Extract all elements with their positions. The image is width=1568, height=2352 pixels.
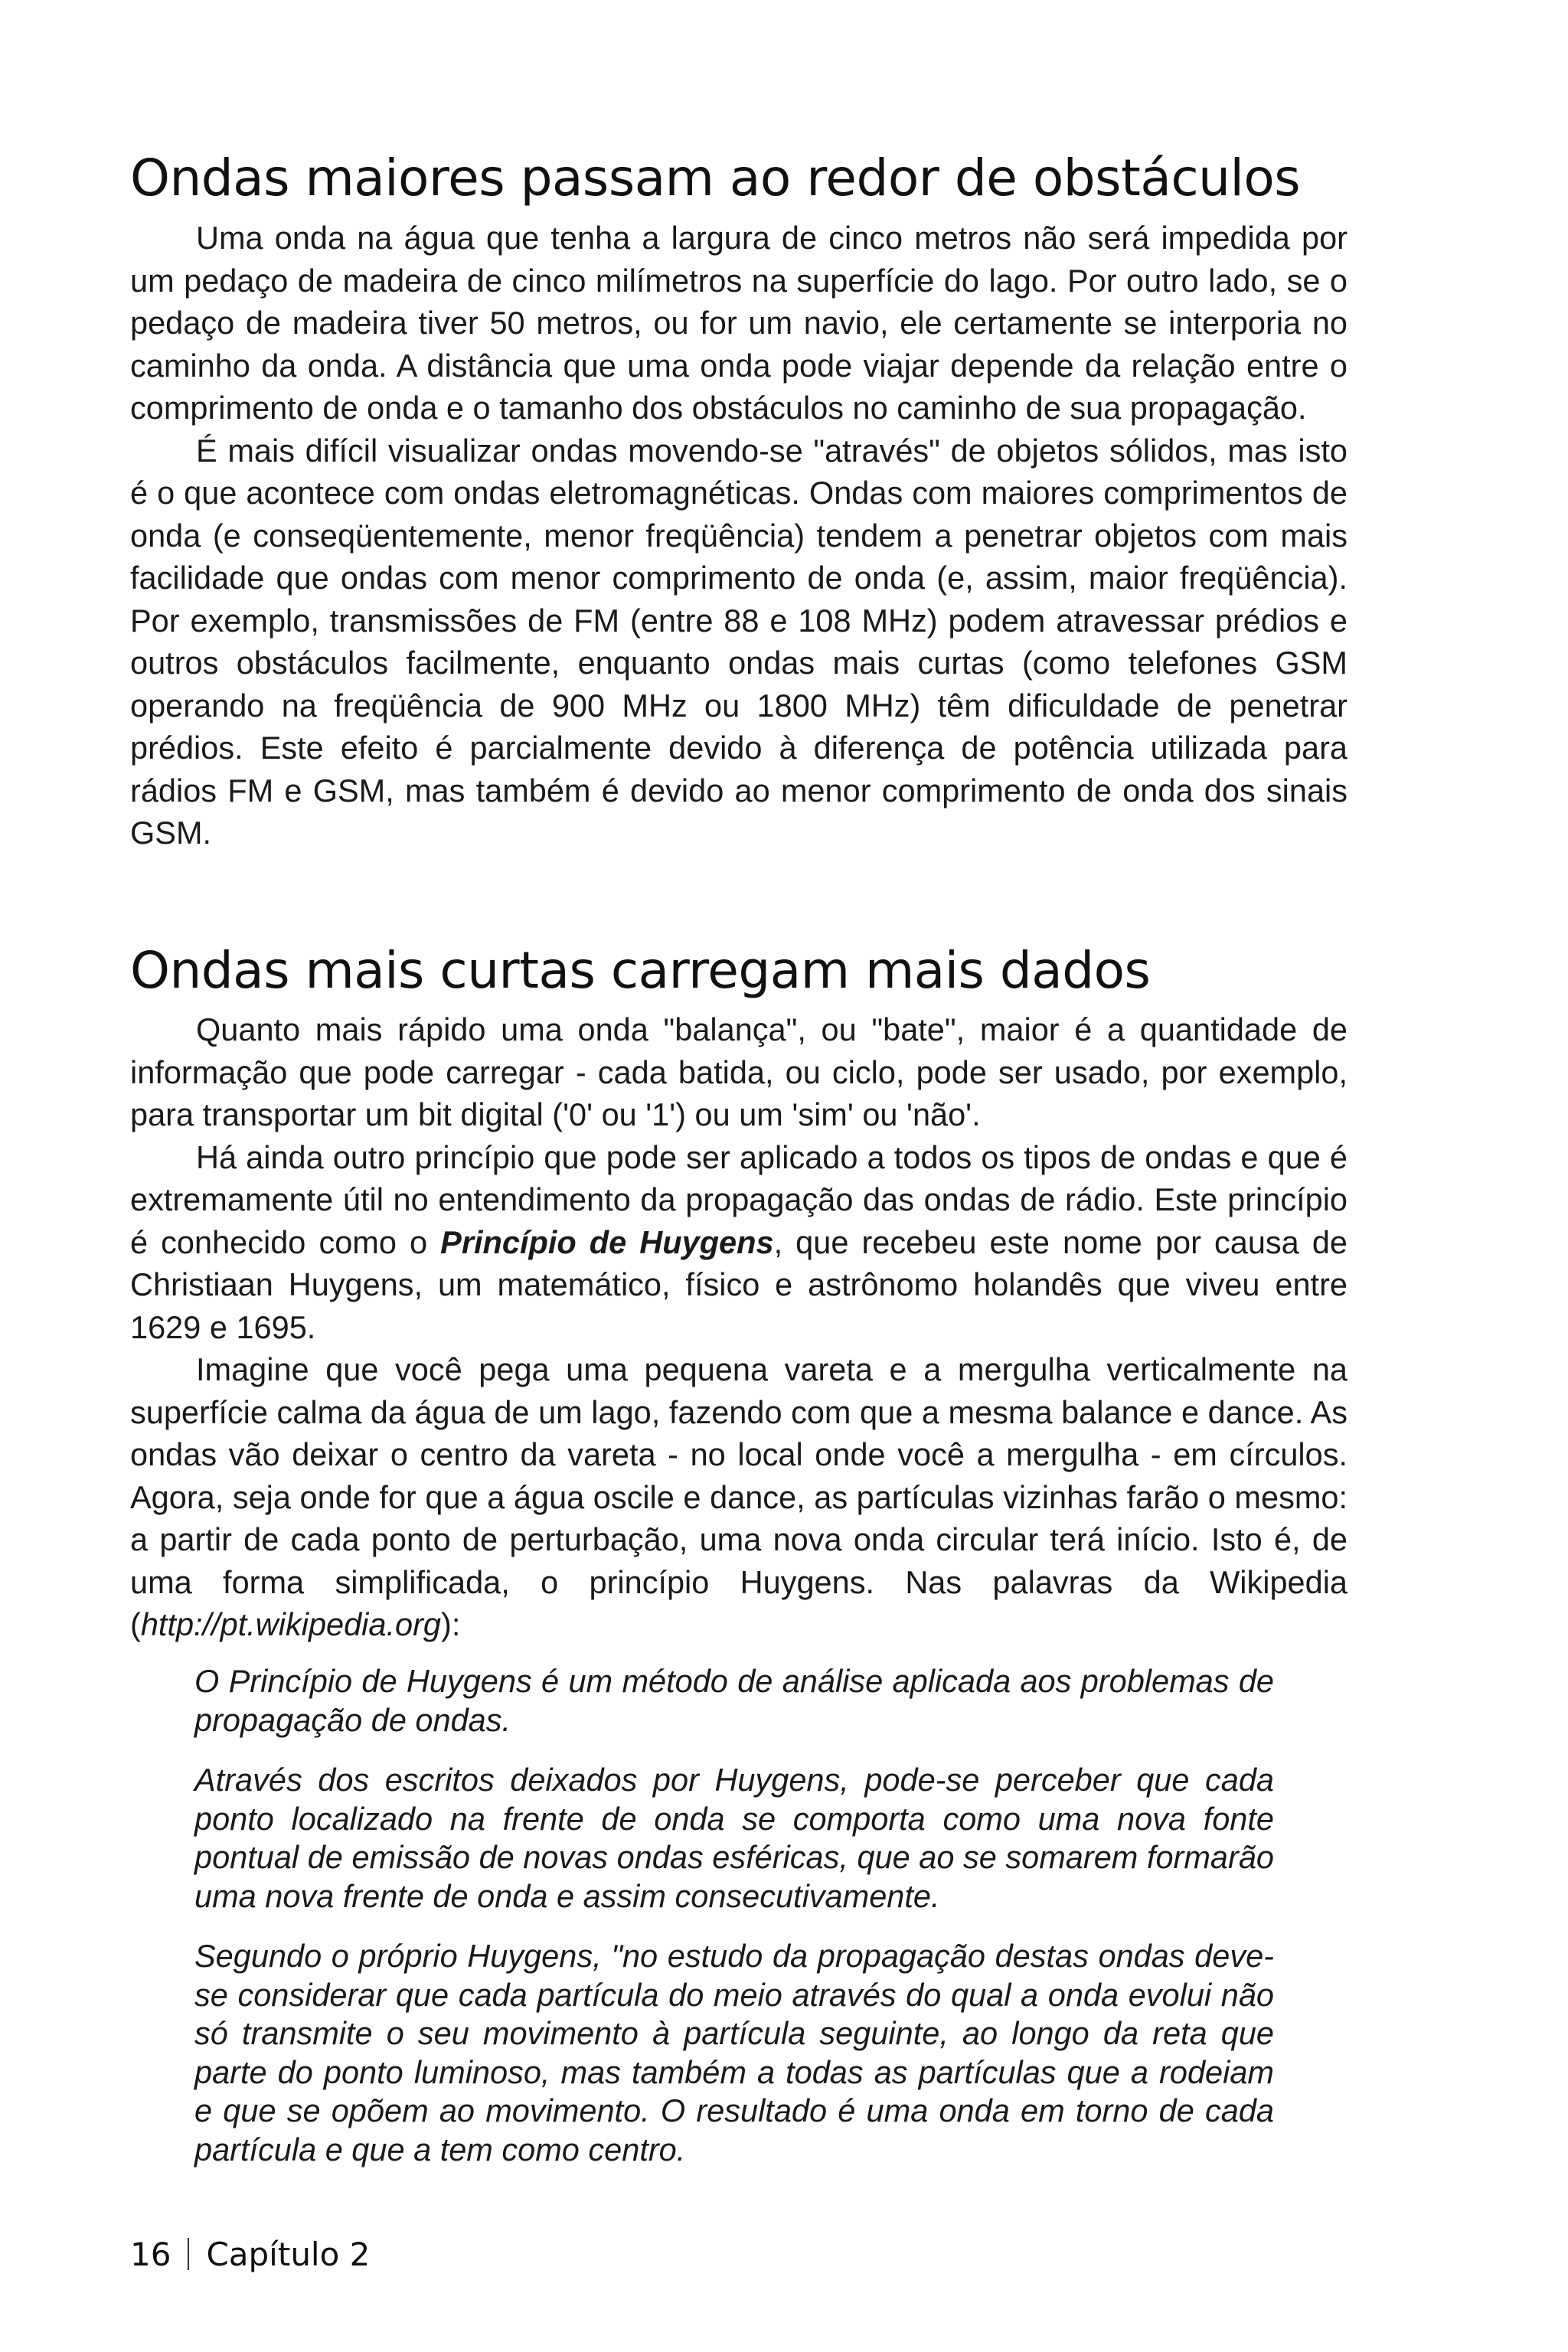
- footer-divider: [188, 2238, 189, 2270]
- text-span: , que recebeu este nome por causa de Christiaan Huygens, um matemático, físico e astrônomo holandês que viveu entre 1629 e 1695.: [130, 1223, 1348, 1345]
- paragraph: É mais difícil visualizar ondas movendo-se "através" de objetos sólidos, mas isto é o que acontece com ondas eletromagnéticas. Ondas com maiores comprimentos de onda (e conseqüentemente, menor freqüência) tendem a penetrar objetos com mais facilidade que ondas com menor comprimento de onda (e, assim, maior freqüência). Por exemplo, transmissões de FM (entre 88 e 108 MHz) podem atravessar prédios e outros obstáculos facilmente, enquanto ondas mais curtas (como telefones GSM operando na freqüência de 900 MHz ou 1800 MHz) têm dificuldade de penetrar prédios. Este efeito é parcialmente devido à diferença de potência utilizada para rádios FM e GSM, mas também é devido ao menor comprimento de onda dos sinais GSM.: [130, 432, 1348, 851]
- quote-paragraph: Através dos escritos deixados por Huygens, pode-se perceber que cada ponto localizado na frente de onda se comporta como uma nova fonte pontual de emissão de novas ondas esféricas, que ao se somarem formarão uma nova frente de onda e assim consecutivamente.: [194, 1762, 1274, 1914]
- section-body-obstacles: [130, 217, 1348, 854]
- quote-paragraph: O Princípio de Huygens é um método de análise aplicada aos problemas de propagação de ondas.: [194, 1663, 1274, 1738]
- paragraph: Quanto mais rápido uma onda "balança", ou "bate", maior é a quantidade de informação que pode carregar - cada batida, ou ciclo, pode ser usado, por exemplo, para transportar um bit digital ('0' ou '1') ou um 'sim' ou 'não'.: [130, 1011, 1348, 1132]
- paragraph: [130, 1136, 1348, 1349]
- quote-paragraph: Segundo o próprio Huygens, "no estudo da propagação destas ondas deve-se considerar que cada partícula do meio através do qual a onda evolui não só transmite o seu movimento à partícula seguinte, ao longo da reta que parte do ponto luminoso, mas também a todas as partículas que a rodeiam e que se opõem ao movimento. O resultado é uma onda em torno de cada partícula e que a tem como centro.: [194, 1938, 1274, 2167]
- emphasis-huygens-principle: Princípio de Huygens: [440, 1223, 774, 1260]
- page-footer: [130, 2236, 370, 2273]
- section-heading-data: Ondas mais curtas carregam mais dados: [130, 941, 1151, 1000]
- text-span: ):: [441, 1606, 461, 1642]
- text-span: Imagine que você pega uma pequena vareta e a mergulha verticalmente na superfície calma da água de um lago, fazendo com que a mesma balance e dance. As ondas vão deixar o centro da vareta - no local onde você a mergulha - em círculos. Agora, seja onde for que a água oscile e dance, as partículas vizinhas farão o mesmo: a partir de cada ponto de perturbação, uma nova onda circular terá início. Isto é, de uma forma simplificada, o princípio Huygens. Nas palavras da Wikipedia (: [130, 1351, 1348, 1642]
- wikipedia-link-text: http://pt.wikipedia.org: [140, 1606, 441, 1642]
- section-heading-obstacles: Ondas maiores passam ao redor de obstáculos: [130, 149, 1301, 207]
- paragraph: [130, 1348, 1348, 1646]
- paragraph: Uma onda na água que tenha a largura de cinco metros não será impedida por um pedaço de madeira de cinco milímetros na superfície do lago. Por outro lado, se o pedaço de madeira tiver 50 metros, ou for um navio, ele certamente se interporia no caminho da onda. A distância que uma onda pode viajar depende da relação entre o comprimento de onda e o tamanho dos obstáculos no caminho de sua propagação.: [130, 220, 1348, 426]
- page-number: 16: [130, 2236, 172, 2273]
- section-body-data: [130, 1008, 1348, 1646]
- chapter-label: Capítulo 2: [206, 2236, 371, 2273]
- wikipedia-quote: [194, 1662, 1274, 2190]
- text-span: Há ainda outro princípio que pode ser aplicado a todos os tipos de ondas e que é extremamente útil no entendimento da propagação das ondas de rádio. Este princípio é conhecido como o: [130, 1138, 1348, 1260]
